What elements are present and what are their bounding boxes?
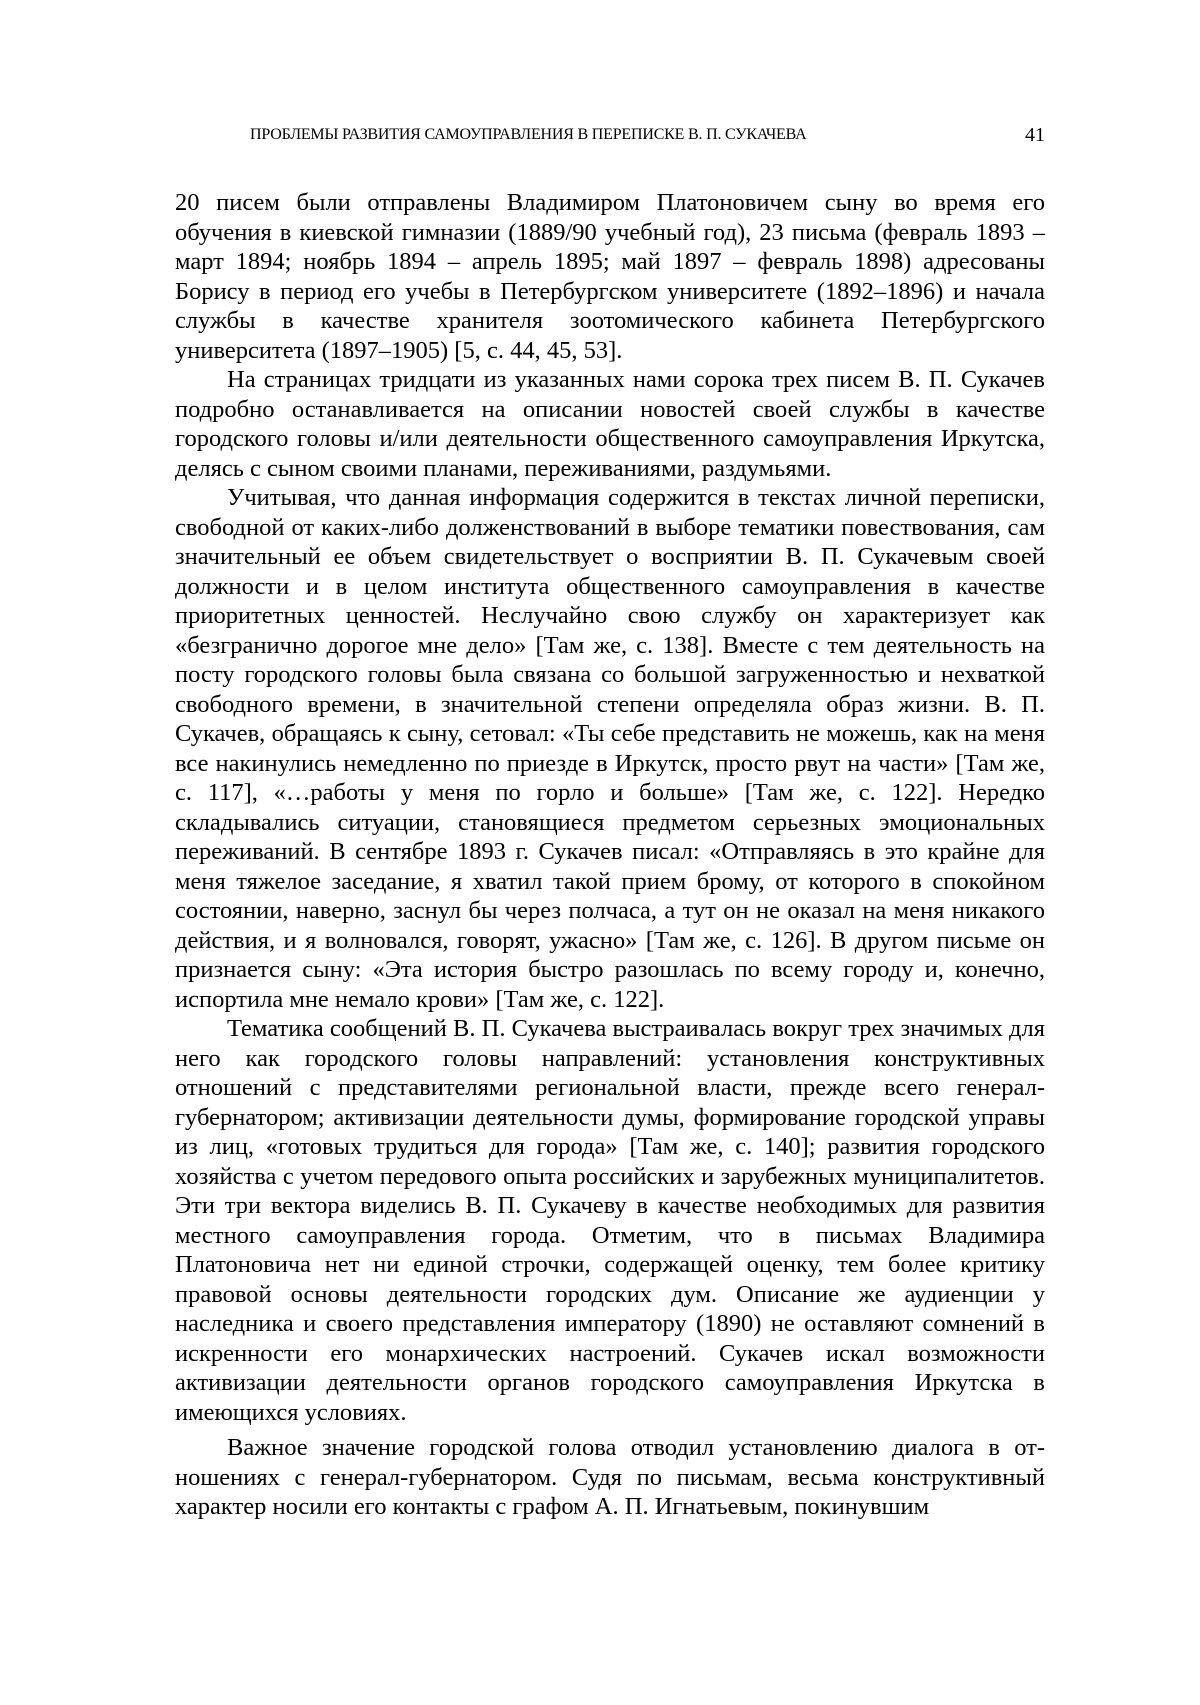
paragraph: 20 писем были отправлены Владимиром Платоновичем сыну во время его обучения в киевской гимназии (1889/90 учебный год), 23 письма (февраль 1893 – март 1894; ноябрь 1894 – апрель 1895; май 1897 – февраль 1898) адре­сованы Борису в период его учебы в Петербургском университете (1892–1896) и начала службы в качестве хранителя зоотомического кабинета Пе­тербургского университета (1897–1905) [5, с. 44, 45, 53]. xyxy=(175,188,1045,365)
running-title: ПРОБЛЕМЫ РАЗВИТИЯ САМОУПРАВЛЕНИЯ В ПЕРЕПИСКЕ В. П. СУКАЧЕВА xyxy=(250,126,806,144)
running-header xyxy=(175,126,1045,150)
body-text xyxy=(175,188,1045,1522)
document-page xyxy=(0,0,1200,1705)
page-number: 41 xyxy=(1025,124,1045,147)
paragraph: На страницах тридцати из указанных нами сорока трех писем В. П. Су­качев подробно останавливается на описании новостей своей службы в каче­стве городского головы и/или деятельности общественного самоуправления Иркутска, делясь с сыном своими планами, переживаниями, раздумьями. xyxy=(175,365,1045,483)
paragraph: Учитывая, что данная информация содержится в текстах личной пере­писки, свободной от каких-либо долженствований в выборе тематики по­вествования, сам значительный ее объем свидетельствует о восприятии В. П. Сукачевым своей должности и в целом института общественного само­управления в качестве приоритетных ценностей. Неслучайно свою службу он характеризует как «безгранично дорогое мне дело» [Там же, с. 138]. Вме­сте с тем деятельность на посту городского головы была связана со большой загруженностью и нехваткой свободного времени, в значительной степени определяла образ жизни. В. П. Сукачев, обращаясь к сыну, сетовал: «Ты себе представить не можешь, как на меня все накинулись немедленно по приезде в Иркутск, просто рвут на части» [Там же, с. 117], «…работы у меня по горло и больше» [Там же, с. 122]. Нередко складывались ситуации, становящиеся предметом серьезных эмоциональных переживаний. В сентябре 1893 г. Су­качев писал: «Отправляясь в это крайне для меня тяжелое заседание, я хва­тил такой прием брому, от которого в спокойном состоянии, наверно, заснул бы через полчаса, а тут он не оказал на меня никакого действия, и я волно­вался, говорят, ужасно» [Там же, с. 126]. В другом письме он признается сы­ну: «Эта история быстро разошлась по всему городу и, конечно, испортила мне немало крови» [Там же, с. 122]. xyxy=(175,483,1045,1014)
paragraph: Важное значение городской голова отводил установлению диалога в от­ношениях с генерал-губернатором. Судя по письмам, весьма конструктив­ный характер носили его контакты с графом А. П. Игнатьевым, покинувшим xyxy=(175,1433,1045,1522)
paragraph: Тематика сообщений В. П. Сукачева выстраивалась вокруг трех значи­мых для него как городского головы направлений: установления конструк­тивных отношений с представителями региональной власти, прежде всего генерал-губернатором; активизации деятельности думы, формирование го­родской управы из лиц, «готовых трудиться для города» [Там же, с. 140]; развития городского хозяйства с учетом передового опыта российских и за­рубежных муниципалитетов. Эти три вектора виделись В. П. Сукачеву в ка­честве необходимых для развития местного самоуправления города. Отме­тим, что в письмах Владимира Платоновича нет ни единой строчки, содер­жащей оценку, тем более критику правовой основы деятельности городских дум. Описание же аудиенции у наследника и своего представления импера­тору (1890) не оставляют сомнений в искренности его монархических настроений. Сукачев искал возможности активизации деятельности органов городского самоуправления Иркутска в имеющихся условиях. xyxy=(175,1014,1045,1427)
